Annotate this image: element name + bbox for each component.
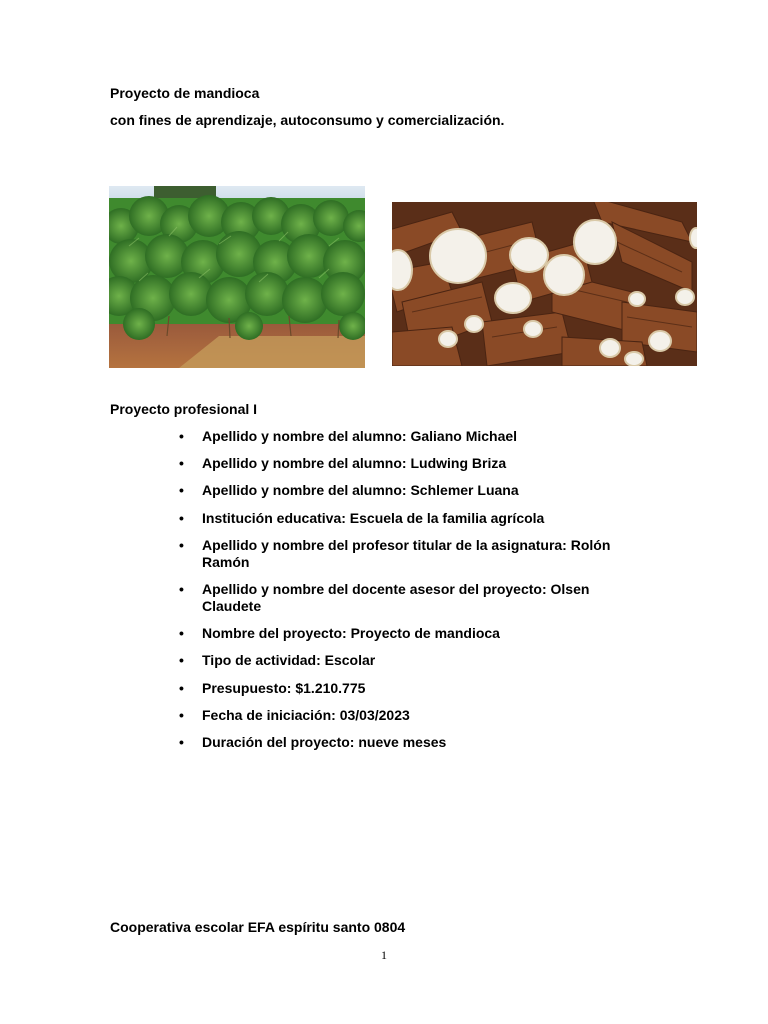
bullet: • [179, 455, 184, 472]
list-item [176, 707, 636, 724]
list-item-text: Nombre del proyecto: Proyecto de mandioca [202, 625, 500, 642]
page-number: 1 [381, 948, 387, 962]
bullet: • [179, 509, 184, 526]
list-item [176, 537, 636, 571]
footer-text: Cooperativa escolar EFA espíritu santo 0804 [110, 919, 406, 935]
list-item [176, 482, 636, 499]
list-item-text: Presupuesto: $1.210.775 [202, 679, 366, 696]
bullet: • [179, 428, 184, 444]
list-item-text: Apellido y nombre del profesor titular de la asignatura: Rolón Ramón [202, 536, 611, 570]
bullet: • [179, 625, 184, 642]
document-subtitle: con fines de aprendizaje, autoconsumo y comercialización. [110, 112, 505, 128]
list-item-text: Tipo de actividad: Escolar [202, 652, 376, 669]
bullet: • [179, 706, 184, 723]
list-item-text: Apellido y nombre del alumno: Ludwing Briza [202, 455, 507, 472]
bullet: • [179, 679, 184, 696]
list-item [176, 680, 636, 697]
list-item [176, 510, 636, 527]
bullet: • [179, 580, 184, 597]
cassava-roots-photo [392, 202, 697, 366]
list-item-text: Apellido y nombre del docente asesor del proyecto: Olsen Claudete [202, 580, 590, 614]
list-item-text: Institución educativa: Escuela de la familia agrícola [202, 509, 545, 526]
bullet: • [179, 536, 184, 553]
list-item [176, 625, 636, 642]
project-details-list [176, 428, 636, 761]
document-title: Proyecto de mandioca [110, 85, 260, 101]
section-title: Proyecto profesional I [110, 401, 258, 417]
bullet: • [179, 482, 184, 499]
bullet: • [179, 652, 184, 669]
list-item-text: Duración del proyecto: nueve meses [202, 733, 447, 750]
list-item-text: Apellido y nombre del alumno: Galiano Michael [202, 428, 518, 444]
list-item [176, 734, 636, 751]
list-item-text: Apellido y nombre del alumno: Schlemer Luana [202, 482, 519, 499]
list-item [176, 428, 636, 445]
list-item-text: Fecha de iniciación: 03/03/2023 [202, 706, 410, 723]
bullet: • [179, 733, 184, 750]
list-item [176, 581, 636, 615]
list-item [176, 455, 636, 472]
cassava-field-photo [109, 186, 365, 368]
list-item [176, 652, 636, 669]
